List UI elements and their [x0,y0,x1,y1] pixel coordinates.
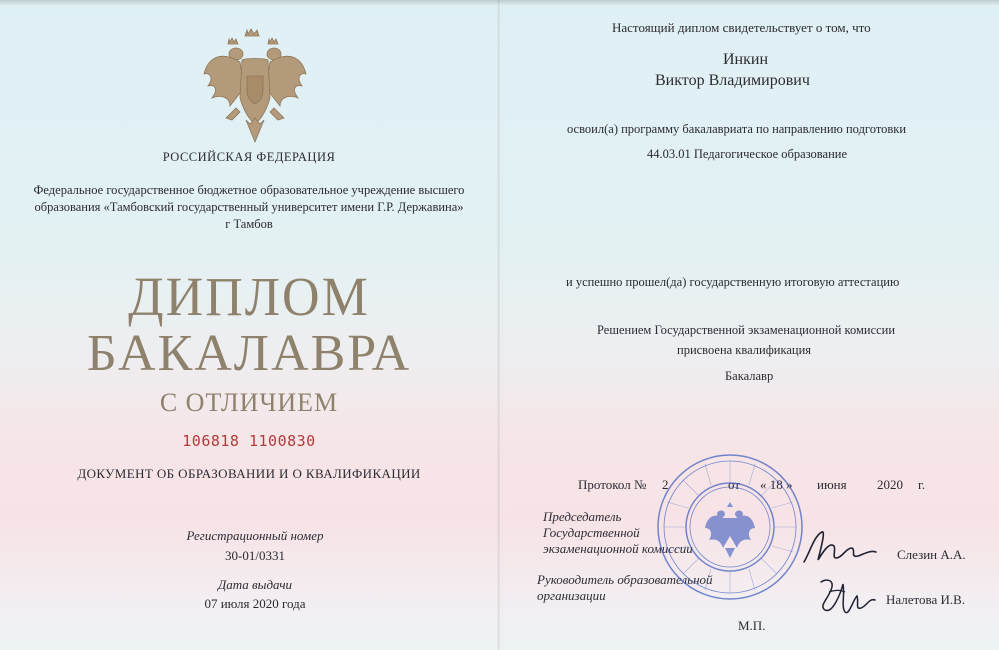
protocol-from: от [728,477,741,492]
commission-decision: Решением Государственной экзаменационной комиссии [597,323,896,337]
protocol-year: 2020 [877,477,903,492]
attestation-statement: и успешно прошел(да) государственную итоговую аттестацию [566,275,900,289]
official-seal-stamp [655,452,805,602]
protocol-label: Протокол № [578,477,647,492]
institution-name [0,182,498,233]
registration-number: 30-01/0331 [225,548,285,563]
seal-place-label: М.П. [738,618,766,633]
chair-name: Слезин А.А. [897,547,966,562]
chair-title-line-3: экзаменационной комиссии [543,541,693,556]
document-type: ДОКУМЕНТ ОБ ОБРАЗОВАНИИ И О КВАЛИФИКАЦИИ [77,466,421,481]
protocol-year-suffix: г. [918,477,926,492]
registration-number-label: Регистрационный номер [186,528,324,543]
diploma-honors: С ОТЛИЧИЕМ [159,388,339,417]
head-signature [815,572,880,620]
qualification-awarded-label: присвоена квалификация [677,343,812,357]
institution-line-2: образования «Тамбовский государственный университет имени Г.Р. Державина» [34,200,464,214]
country-name: РОССИЙСКАЯ ФЕДЕРАЦИЯ [162,150,336,164]
chair-title-line-1: Председатель [543,509,622,524]
diploma-serial-number: 106818 1100830 [182,432,316,450]
chair-title-line-2: Государственной [543,525,640,540]
qualification: Бакалавр [725,369,774,383]
head-title-line-2: организации [537,588,606,603]
protocol-day: « 18 » [760,477,793,492]
issue-date: 07 июля 2020 года [204,596,306,611]
double-headed-eagle-emblem [200,28,310,146]
head-name: Налетова И.В. [886,592,966,607]
program-statement: освоил(а) программу бакалавриата по направлению подготовки [567,122,907,136]
graduate-surname: Инкин [723,51,769,68]
institution-line-1: Федеральное государственное бюджетное образовательное учреждение высшего [33,183,465,197]
head-title-line-1: Руководитель образовательной [537,572,713,587]
issue-date-label: Дата выдачи [217,577,293,592]
graduate-given-names: Виктор Владимирович [655,72,810,89]
protocol-month: июня [817,477,847,492]
program-name: 44.03.01 Педагогическое образование [647,147,848,161]
chair-signature [800,522,880,570]
protocol-number: 2 [662,477,669,492]
certification-statement: Настоящий диплом свидетельствует о том, что [612,20,871,35]
institution-city: г Тамбов [225,217,273,231]
diploma-title: ДИПЛОМ [128,267,370,328]
diploma-degree: БАКАЛАВРА [86,325,412,382]
